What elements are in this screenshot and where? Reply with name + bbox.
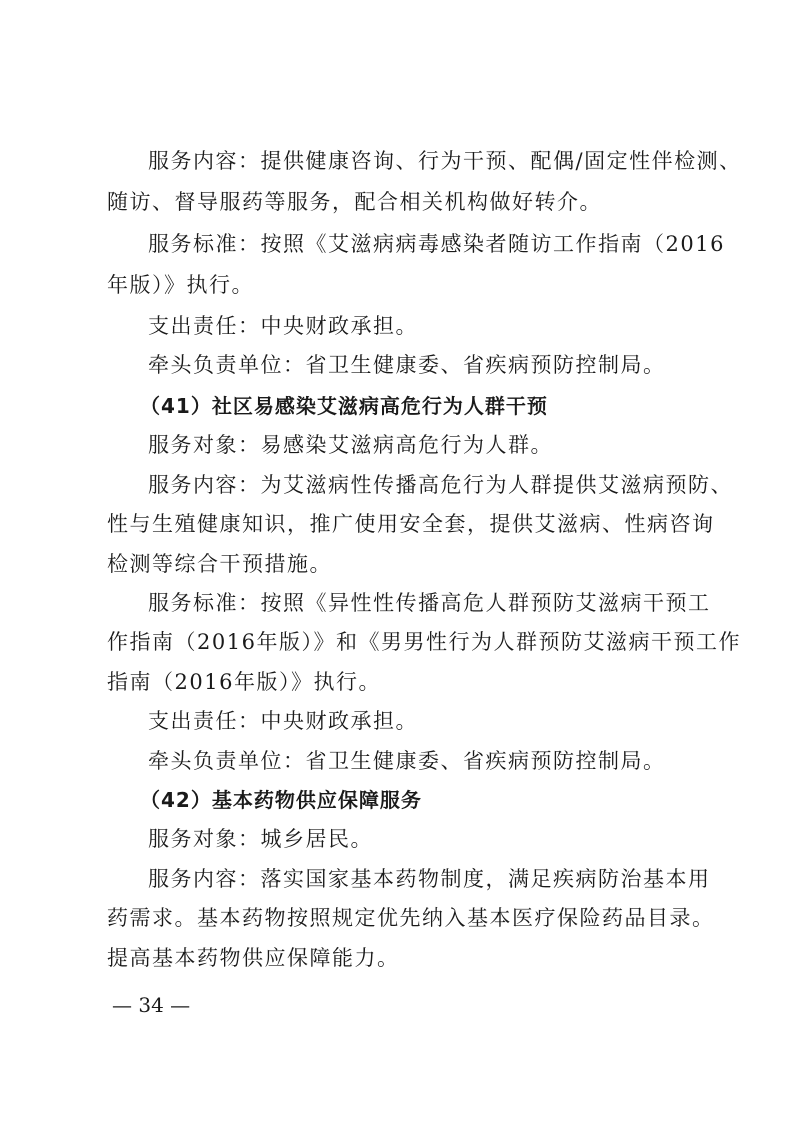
paragraph-line: 支出责任：中央财政承担。 [148,314,418,338]
section-heading: （42）基本药物供应保障服务 [140,788,422,812]
paragraph-line: 服务对象：易感染艾滋病高危行为人群。 [148,433,553,457]
paragraph-line: 检测等综合干预措施。 [107,552,332,576]
paragraph-line: 提高基本药物供应保障能力。 [107,946,400,970]
paragraph-line: 指南（2016年版）》执行。 [107,670,381,694]
paragraph-line: 性与生殖健康知识，推广使用安全套，提供艾滋病、性病咨询 [107,512,715,536]
paragraph-line: 服务内容：为艾滋病性传播高危行为人群提供艾滋病预防、 [148,473,733,497]
paragraph-line: 支出责任：中央财政承担。 [148,709,418,733]
paragraph-line: 年版）》执行。 [107,273,254,297]
paragraph-line: 牵头负责单位：省卫生健康委、省疾病预防控制局。 [148,353,666,377]
paragraph-line: 服务内容：提供健康咨询、行为干预、配偶/固定性伴检测、 [148,149,742,173]
page-number: — 34 — [112,993,191,1017]
paragraph-line: 作指南（2016年版）》和《男男性行为人群预防艾滋病干预工作 [107,630,741,654]
paragraph-line: 随访、督导服药等服务，配合相关机构做好转介。 [107,190,602,214]
paragraph-line: 服务对象：城乡居民。 [148,827,373,851]
paragraph-line: 牵头负责单位：省卫生健康委、省疾病预防控制局。 [148,749,666,773]
paragraph-line: 服务标准：按照《艾滋病病毒感染者随访工作指南（2016 [148,232,725,256]
paragraph-line: 服务标准：按照《异性性传播高危人群预防艾滋病干预工 [148,591,711,615]
paragraph-line: 药需求。基本药物按照规定优先纳入基本医疗保险药品目录。 [107,906,715,930]
paragraph-line: 服务内容：落实国家基本药物制度，满足疾病防治基本用 [148,867,711,891]
section-heading: （41）社区易感染艾滋病高危行为人群干预 [140,394,548,418]
